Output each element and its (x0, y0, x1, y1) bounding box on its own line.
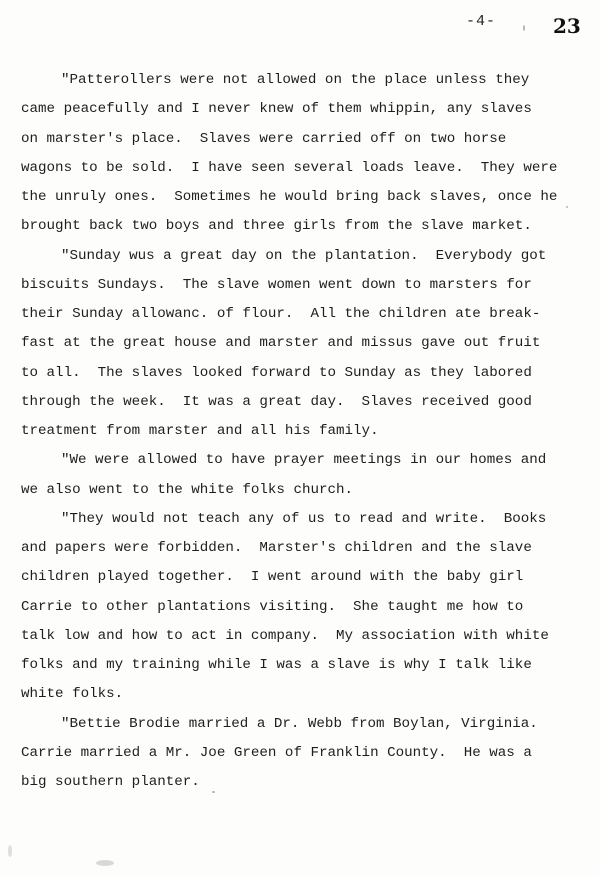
text-line: to all. The slaves looked forward to Sunday as they labored (21, 364, 532, 381)
text-line: the unruly ones. Sometimes he would bring back slaves, once he (21, 189, 558, 205)
text-line: on marster's place. Slaves were carried off on two horse (21, 130, 507, 147)
body-text (21, 66, 581, 797)
text-line: and papers were forbidden. Marster's children and the slave (21, 540, 532, 556)
text-line: "Bettie Brodie married a Dr. Webb from Boylan, Virginia. (61, 715, 538, 732)
text-line: wagons to be sold. I have seen several loads leave. They were (21, 159, 558, 176)
text-line: through the week. It was a great day. Slaves received good (21, 393, 532, 410)
page-label: -4- (466, 13, 497, 30)
text-line: children played together. I went around with the baby girl (21, 569, 524, 586)
text-line: brought back two boys and three girls from the slave market. (21, 218, 532, 235)
scan-speck (523, 25, 525, 31)
text-line: "They would not teach any of us to read and write. Books (61, 510, 547, 527)
text-line: "Sunday wus a great day on the plantation. Everybody got (61, 247, 547, 264)
page-number: 23 (553, 14, 581, 38)
text-line: came peacefully and I never knew of them whippin, any slaves (21, 101, 532, 118)
scan-speck (96, 860, 114, 866)
scan-speck (8, 845, 12, 857)
text-line: we also went to the white folks church. (21, 481, 354, 498)
text-line: treatment from marster and all his family. (21, 423, 379, 439)
text-line: folks and my training while I was a slave is why I talk like (21, 657, 532, 673)
text-line: biscuits Sundays. The slave women went down to marsters for (21, 276, 532, 293)
scan-speck (566, 206, 568, 208)
text-line: big southern planter. (21, 774, 200, 790)
text-line: "Patterollers were not allowed on the place unless they (61, 72, 530, 88)
text-line: fast at the great house and marster and missus gave out fruit (21, 335, 541, 352)
text-line: talk low and how to act in company. My association with white (21, 627, 549, 644)
text-line: white folks. (21, 686, 124, 703)
text-line: "We were allowed to have prayer meetings in our homes and (61, 452, 547, 469)
text-line: Carrie married a Mr. Joe Green of Franklin County. He was a (21, 744, 532, 761)
text-line: Carrie to other plantations visiting. She taught me how to (21, 598, 524, 615)
scan-speck (212, 791, 215, 793)
text-line: their Sunday allowanc. of flour. All the children ate break- (21, 306, 541, 322)
